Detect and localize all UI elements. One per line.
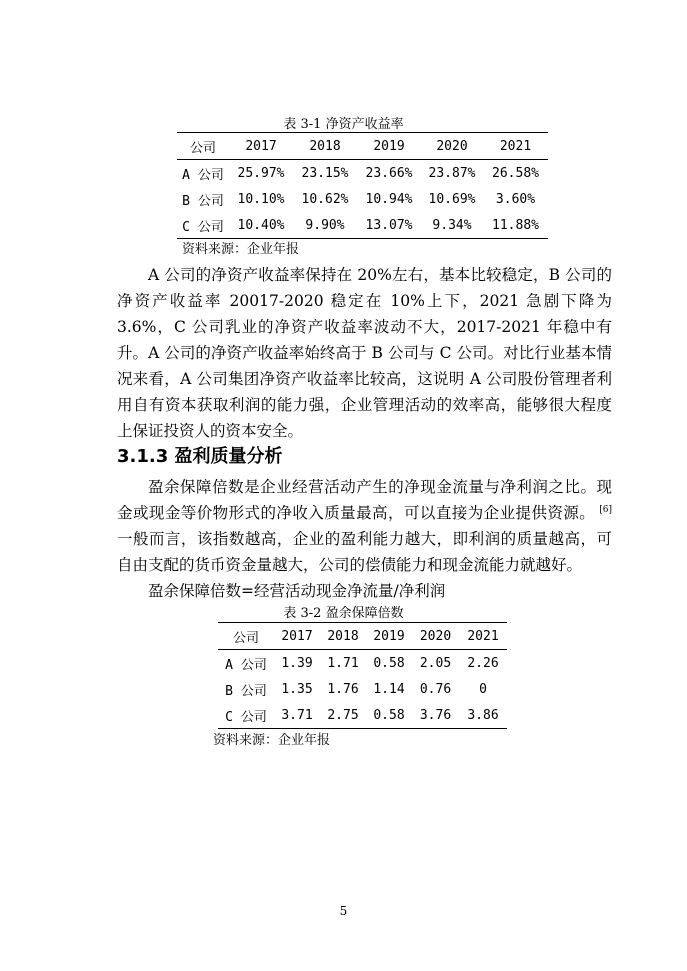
citation-ref[interactable]: [6] — [599, 504, 612, 515]
table-cell: 23.66% — [365, 165, 413, 181]
table-cell: 0.58 — [373, 707, 405, 723]
table1-header-cell: 2017 — [245, 138, 277, 154]
table-cell: 0 — [479, 681, 487, 697]
table-cell: A 公司 — [225, 657, 267, 673]
paragraph-earnings-quality — [117, 474, 612, 578]
table-cell: 10.62% — [301, 191, 349, 207]
table-row — [177, 160, 548, 187]
table-cell: 1.71 — [327, 655, 359, 671]
table1-header-cell: 2020 — [436, 138, 468, 154]
formula: 盈余保障倍数=经营活动现金净流量/净利润 — [148, 582, 446, 600]
table-cell: 9.34% — [432, 217, 472, 233]
table-cell: 23.87% — [428, 165, 476, 181]
table-cell: 23.15% — [301, 165, 349, 181]
table-row — [218, 650, 507, 677]
table-cell: 0.76 — [419, 681, 452, 697]
table-cell: 26.58% — [492, 165, 539, 181]
table-cell: C 公司 — [182, 219, 224, 235]
table2-source: 资料来源：企业年报 — [213, 733, 331, 748]
table2-header-cell: 2020 — [419, 628, 452, 644]
table-cell: 3.76 — [419, 707, 452, 723]
table-cell: 3.86 — [467, 707, 499, 723]
table2-header-cell: 2021 — [467, 628, 499, 644]
table1-roe — [177, 132, 548, 239]
table-cell: 10.69% — [428, 191, 476, 207]
table-cell: B 公司 — [225, 683, 267, 699]
table-cell: 10.40% — [237, 217, 285, 233]
table2-header-cell: 公司 — [232, 630, 259, 646]
table2-header-row — [218, 623, 507, 650]
table-cell: 1.35 — [281, 681, 313, 697]
table-cell: C 公司 — [225, 709, 267, 725]
table-row — [177, 212, 548, 239]
table2-header-cell: 2018 — [327, 628, 359, 644]
paragraph-text: 盈余保障倍数是企业经营活动产生的净现金流量与净利润之比。现金或现金等价物形式的净收入质量最高，可以直接为企业提供资源。 — [117, 478, 612, 522]
table-cell: 3.60% — [495, 191, 536, 207]
table-cell: 2.75 — [327, 707, 359, 723]
table1-source: 资料来源：企业年报 — [182, 242, 300, 257]
table1-header-cell: 公司 — [189, 140, 216, 156]
table-row — [218, 702, 507, 729]
table2-header-cell: 2019 — [373, 628, 405, 644]
table-cell: 25.97% — [237, 165, 285, 181]
table-cell: 1.39 — [281, 655, 313, 671]
table-cell: 2.26 — [467, 655, 499, 671]
table-row — [177, 186, 548, 212]
table-cell: 0.58 — [373, 655, 405, 671]
section-heading: 3.1.3 盈利质量分析 — [117, 446, 283, 467]
table1-header-cell: 2018 — [309, 138, 341, 154]
table-cell: 9.90% — [305, 217, 345, 233]
table-cell: 1.14 — [373, 681, 405, 697]
table-cell: 1.76 — [327, 681, 359, 697]
table1-caption: 表 3-1 净资产收益率 — [283, 117, 404, 132]
table1-header-cell: 2021 — [499, 138, 532, 154]
table-row — [218, 676, 507, 702]
table-cell: 10.10% — [237, 191, 285, 207]
paragraph-text: 一般而言，该指数越高，企业的盈利能力越大，即利润的质量越高，可自由支配的货币资金量越大，公司的偿债能力和现金流能力就越好。 — [117, 530, 612, 574]
table-cell: 13.07% — [365, 217, 413, 233]
table2-caption: 表 3-2 盈余保障倍数 — [283, 606, 404, 621]
table1-header-cell: 2019 — [373, 138, 405, 154]
table2-earnings-coverage — [218, 622, 507, 729]
paragraph-roe-analysis: A 公司的净资产收益率保持在 20%左右，基本比较稳定，B 公司的净资产收益率 20017-2020 稳定在 10%上下，2021 急剧下降为 3.6%，C 公司乳业的净资产收益率波动不大，2017-2021 年稳中有升。A 公司的净资产收益率始终高于 B 公司与 C 公司。对比行业基本情况来看，A 公司集团净资产收益率比较高，这说明 A 公司股份管理者利用自有资本获取利润的能力强，企业管理活动的效率高，能够很大程度上保证投资人的资本安全。 — [117, 266, 612, 440]
table1-header-row — [177, 133, 548, 160]
table-cell: 11.88% — [492, 217, 539, 233]
table-cell: A 公司 — [182, 167, 224, 183]
table-cell: 3.71 — [281, 707, 313, 723]
page-number: 5 — [339, 904, 348, 918]
table-cell: B 公司 — [182, 193, 224, 209]
table-cell: 10.94% — [365, 191, 413, 207]
table2-header-cell: 2017 — [281, 628, 313, 644]
table-cell: 2.05 — [419, 655, 452, 671]
